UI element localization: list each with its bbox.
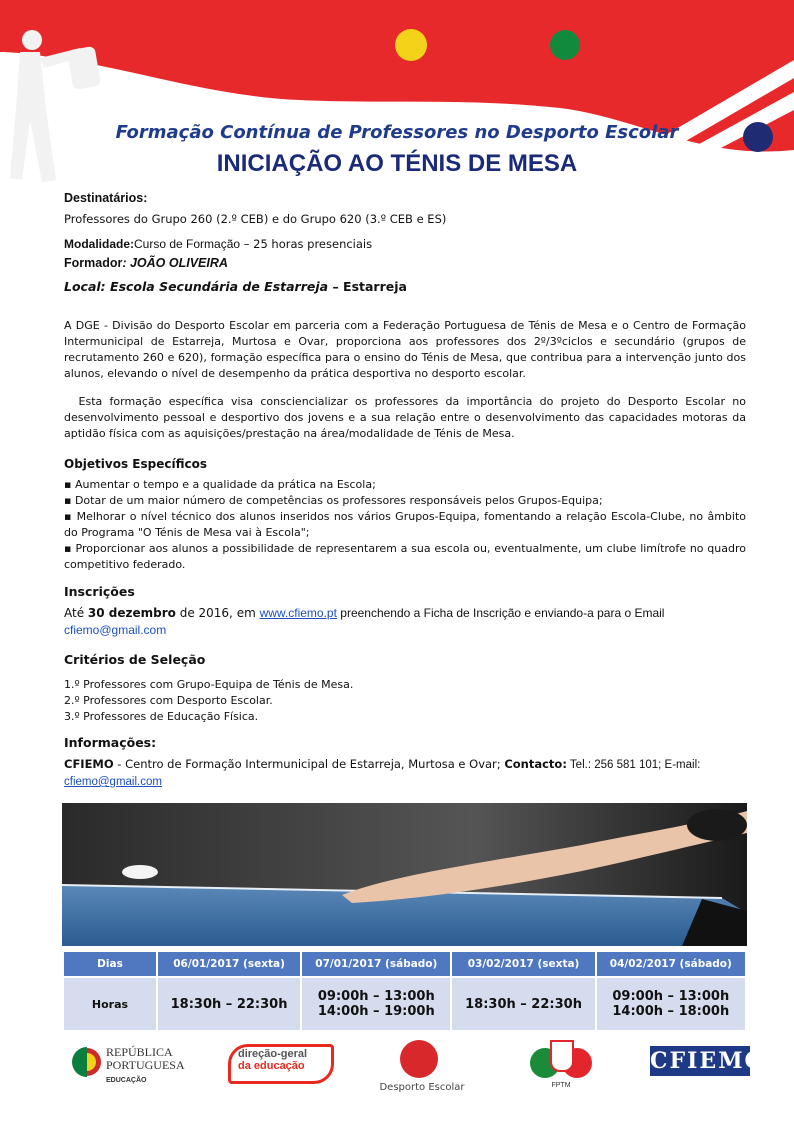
objetivos-list	[64, 477, 746, 573]
list-item: 1.º Professores com Grupo-Equipa de Ténis de Mesa.	[64, 678, 354, 691]
cfiemo-logo: CFIEMO	[650, 1048, 766, 1074]
criterios-heading: Critérios de Seleção	[64, 652, 206, 667]
destinatarios-label	[64, 191, 746, 205]
table-cell: 18:30h – 22:30h	[157, 977, 301, 1031]
cfiemo-website-link[interactable]: www.cfiemo.pt	[259, 606, 337, 620]
list-item: ▪ Melhorar o nível técnico dos alunos inseridos nos vários Grupos-Equipa, fomentando a relação Escola-Clube, no âmbito do Programa "O Ténis de Mesa vai à Escola";	[64, 510, 746, 539]
modalidade-line	[64, 237, 746, 251]
contact-email-link[interactable]: cfiemo@gmail.com	[64, 776, 162, 788]
list-item: 2.º Professores com Desporto Escolar.	[64, 694, 273, 707]
formador-value: : JOÃO OLIVEIRA	[122, 256, 228, 270]
list-item: ▪ Proporcionar aos alunos a possibilidade de representarem a sua escola ou, eventualmente, um clube limítrofe no quadro competitivo federado.	[64, 542, 746, 571]
row-label: Horas	[63, 977, 157, 1031]
inscricoes-text: Até 30 dezembro de 2016, em www.cfiemo.pt preenchendo a Ficha de Inscrição e enviando-a para o Email cfiemo@gmail.com	[64, 606, 665, 637]
objetivos-heading: Objetivos Específicos	[64, 457, 207, 471]
desporto-escolar-logo: Desporto Escolar	[372, 1038, 472, 1088]
informacoes-text: CFIEMO - Centro de Formação Intermunicipal de Estarreja, Murtosa e Ovar; Contacto: Tel.: 256 581 101; E-mail: cfiemo@gmail.com	[64, 757, 701, 788]
table-row	[63, 977, 746, 1031]
deadline-date: 30 dezembro	[87, 606, 176, 620]
modalidade-label: Modalidade:	[64, 237, 135, 251]
shield-icon	[550, 1040, 574, 1072]
fptm-logo: FPTM	[528, 1038, 598, 1088]
bullet-icon: ▪	[64, 510, 73, 523]
table-cell: 09:00h – 13:00h 14:00h – 18:00h	[596, 977, 746, 1031]
subtitle: Formação Contínua de Professores no Desporto Escolar	[115, 122, 679, 143]
table-header-cell: Dias	[63, 951, 157, 977]
coat-of-arms-icon	[72, 1044, 102, 1080]
schedule-table	[62, 950, 747, 1032]
modalidade-rest: – 25 horas presenciais	[240, 237, 373, 251]
local-label: Local: Escola Secundária de Estarreja	[64, 279, 329, 294]
contact-label: Contacto:	[504, 757, 567, 771]
table-header-row	[63, 951, 746, 977]
table-cell: 09:00h – 13:00h 14:00h – 19:00h	[301, 977, 451, 1031]
local-line	[64, 279, 746, 294]
org-name: CFIEMO	[64, 757, 114, 771]
table-cell: 18:30h – 22:30h	[451, 977, 595, 1031]
bullet-icon: ▪	[64, 542, 72, 555]
list-item: ▪ Dotar de um maior número de competências os professores responsáveis pelos Grupos-Equipa;	[64, 494, 603, 507]
table-header-cell: 03/02/2017 (sexta)	[451, 951, 595, 977]
desporto-escolar-emblem-icon	[400, 1040, 438, 1078]
table-header-cell: 07/01/2017 (sábado)	[301, 951, 451, 977]
bullet-icon: ▪	[64, 494, 72, 507]
table-header-cell: 04/02/2017 (sábado)	[596, 951, 746, 977]
informacoes-heading: Informações:	[64, 735, 157, 750]
list-item: ▪ Aumentar o tempo e a qualidade da prática na Escola;	[64, 478, 376, 491]
inscricoes-email[interactable]: cfiemo@gmail.com	[64, 623, 167, 637]
formador-label: Formador	[64, 256, 123, 270]
intro-paragraph: A DGE - Divisão do Desporto Escolar em parceria com a Federação Portuguesa de Ténis de Mesa e o Centro de Formação Intermunicipal de Estarreja, Murtosa e Ovar, proporciona aos professores dos 2º/3ºciclos e secundário (grupos de recrutamento 260 e 620), formação específica para o ensino do Ténis de Mesa, que contribua para a intervenção junto dos alunos, elevando o nível de desempenho da prática desportiva no desporto escolar.	[64, 319, 746, 380]
inscricoes-heading: Inscrições	[64, 584, 135, 599]
destinatarios-heading: Destinatários:	[64, 191, 148, 205]
page-title: INICIAÇÃO AO TÉNIS DE MESA	[216, 150, 578, 177]
table-tennis-photo	[62, 803, 747, 946]
bullet-icon: ▪	[64, 478, 72, 491]
list-item: 3.º Professores de Educação Física.	[64, 710, 259, 723]
criterios-list	[64, 677, 746, 725]
table-header-cell: 06/01/2017 (sexta)	[157, 951, 301, 977]
republica-portuguesa-logo: REPÚBLICA PORTUGUESA EDUCAÇÃO	[72, 1038, 202, 1088]
formador-line	[64, 256, 746, 270]
local-rest: – Estarreja	[328, 279, 407, 294]
destinatarios-text: Professores do Grupo 260 (2.º CEB) e do Grupo 620 (3.º CEB e ES)	[64, 212, 447, 226]
description-paragraph: Esta formação específica visa consciencializar os professores da importância do projeto do Desporto Escolar no desenvolvimento pessoal e desportivo dos jovens e a sua relação entre o desenvolvimento das capacidades motoras da aptidão física com as aquisições/prestação na área/modalidade de Ténis de Mesa.	[64, 395, 750, 440]
dge-logo: direção-geral da educação	[228, 1038, 328, 1088]
modalidade-value: Curso de Formação	[134, 237, 241, 251]
